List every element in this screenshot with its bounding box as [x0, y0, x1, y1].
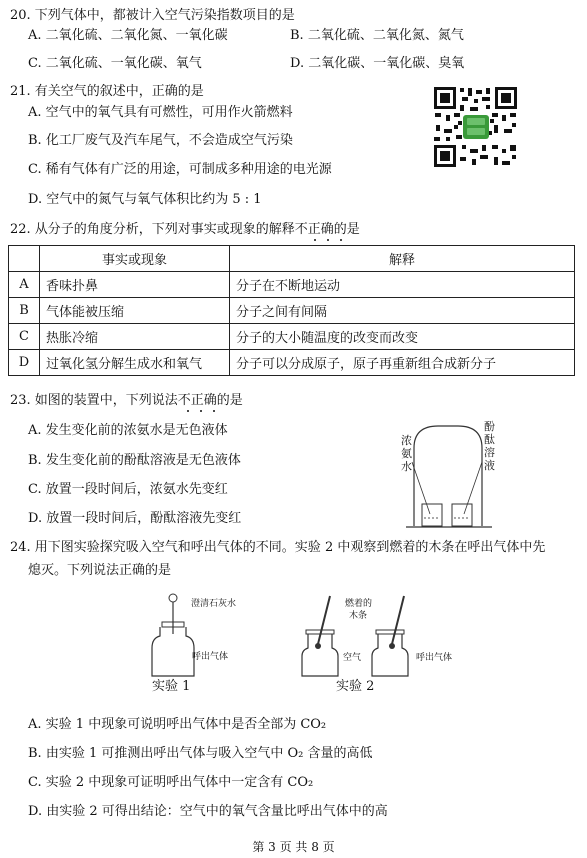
qr-code-image — [432, 85, 519, 169]
q21-option-a: A. 空气中的氧气具有可燃性，可用作火箭燃料 — [28, 105, 293, 120]
table-cell-fact: 热胀冷缩 — [40, 324, 230, 350]
label-exhaled-gas-2: 呼出气体 — [416, 653, 453, 663]
label-ammonia-2: 氨 — [401, 447, 412, 460]
q20-option-b: B. 二氧化硫、二氧化氮、氮气 — [290, 28, 464, 43]
label-ammonia-3: 水 — [401, 460, 412, 473]
table-header-fact: 事实或现象 — [40, 246, 230, 272]
experiment-2-caption: 实验 2 — [336, 679, 375, 694]
table-cell-fact: 气体能被压缩 — [40, 298, 230, 324]
table-cell-letter: D — [9, 350, 40, 376]
q23-option-c: C. 放置一段时间后，浓氨水先变红 — [28, 482, 228, 497]
q23-apparatus-figure — [398, 418, 498, 530]
page-footer: 第 3 页 共 8 页 — [252, 840, 335, 854]
q23-stem: 23. 如图的装置中，下列说法不正确的是 — [10, 393, 243, 408]
q21-option-d: D. 空气中的氮气与氧气体积比约为 5 : 1 — [28, 192, 262, 207]
label-limewater: 澄清石灰水 — [191, 599, 237, 609]
label-burning-stick-1: 燃着的 — [345, 599, 373, 609]
table-cell-fact: 过氧化氢分解生成水和氧气 — [40, 350, 230, 376]
q24-option-a: A. 实验 1 中现象可说明呼出气体中是否全部为 CO₂ — [28, 717, 327, 732]
table-row — [9, 298, 575, 324]
q20-stem: 20. 下列气体中，都被计入空气污染指数项目的是 — [10, 8, 295, 23]
q20-option-d: D. 二氧化碳、一氧化碳、臭氧 — [290, 56, 465, 71]
table-cell-explanation: 分子可以分成原子，原子再重新组合成新分子 — [230, 350, 575, 376]
experiment-1-caption: 实验 1 — [152, 679, 191, 694]
q24-stem-line2: 熄灭。下列说法正确的是 — [28, 563, 172, 578]
table-header-row — [9, 246, 575, 272]
table-cell-explanation: 分子的大小随温度的改变而改变 — [230, 324, 575, 350]
q23-option-a: A. 发生变化前的浓氨水是无色液体 — [28, 423, 228, 438]
table-row — [9, 324, 575, 350]
label-phenol-2: 酞 — [484, 433, 495, 446]
q21-stem: 21. 有关空气的叙述中，正确的是 — [10, 84, 204, 99]
q21-option-b: B. 化工厂废气及汽车尾气，不会造成空气污染 — [28, 133, 293, 148]
q21-option-c: C. 稀有气体有广泛的用途，可制成多种用途的电光源 — [28, 162, 332, 177]
table-cell-fact: 香味扑鼻 — [40, 272, 230, 298]
label-ammonia-1: 浓 — [401, 434, 412, 447]
label-exhaled-gas-1: 呼出气体 — [192, 652, 229, 662]
q24-stem-line1: 24. 用下图实验探究吸入空气和呼出气体的不同。实验 2 中观察到燃着的木条在呼出气体中先 — [10, 540, 546, 555]
table-cell-explanation: 分子之间有间隔 — [230, 298, 575, 324]
table-row — [9, 272, 575, 298]
emphasis-dots — [312, 239, 342, 243]
table-cell-letter: C — [9, 324, 40, 350]
table-cell-letter: B — [9, 298, 40, 324]
q22-stem: 22. 从分子的角度分析，下列对事实或现象的解释不正确的是 — [10, 222, 360, 237]
q23-option-b: B. 发生变化前的酚酞溶液是无色液体 — [28, 453, 241, 468]
table-cell-explanation: 分子在不断地运动 — [230, 272, 575, 298]
table-cell-letter: A — [9, 272, 40, 298]
q20-option-c: C. 二氧化硫、一氧化碳、氧气 — [28, 56, 202, 71]
label-phenol-4: 液 — [484, 459, 495, 472]
label-phenol-3: 溶 — [484, 446, 495, 459]
q23-option-d: D. 放置一段时间后，酚酞溶液先变红 — [28, 511, 242, 526]
label-air: 空气 — [343, 653, 362, 663]
label-burning-stick-2: 木条 — [349, 611, 368, 621]
q22-table — [8, 245, 575, 376]
emphasis-dots — [185, 410, 215, 414]
label-phenol-1: 酚 — [484, 420, 495, 433]
table-header-explanation: 解释 — [230, 246, 575, 272]
q24-option-b: B. 由实验 1 可推测出呼出气体与吸入空气中 O₂ 含量的高低 — [28, 746, 373, 761]
table-row — [9, 350, 575, 376]
q24-option-c: C. 实验 2 中现象可证明呼出气体中一定含有 CO₂ — [28, 775, 314, 790]
q20-option-a: A. 二氧化硫、二氧化氮、一氧化碳 — [28, 28, 228, 43]
q24-option-d: D. 由实验 2 可得出结论：空气中的氧气含量比呼出气体中的高 — [28, 804, 388, 819]
